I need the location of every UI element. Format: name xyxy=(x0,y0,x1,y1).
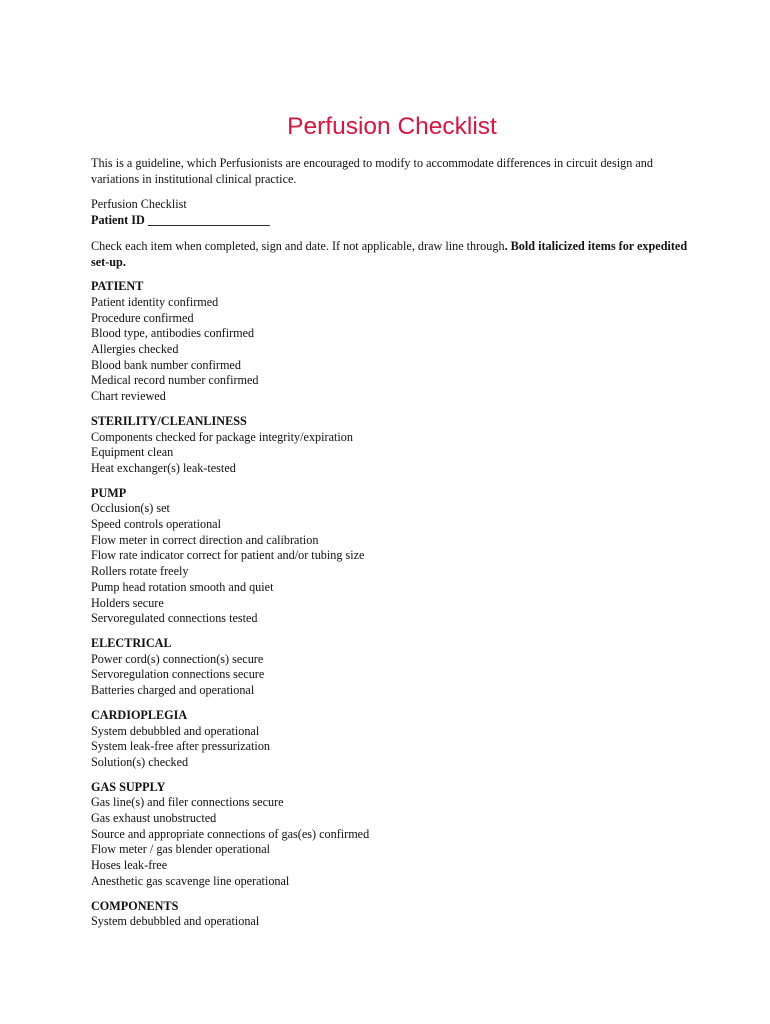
section-heading: PUMP xyxy=(91,485,127,500)
section-heading: PATIENT xyxy=(91,279,144,294)
instructions-bold-text: . Bold italicized items for expedited set-up. xyxy=(91,238,688,269)
checklist-item: Blood bank number confirmed xyxy=(91,357,241,372)
checklist-item: System debubbled and operational xyxy=(91,914,260,929)
checklist-item: Source and appropriate connections of gas(es) confirmed xyxy=(91,826,370,841)
checklist-item: Gas line(s) and filer connections secure xyxy=(91,795,284,810)
instructions-paragraph xyxy=(91,239,691,270)
document-content xyxy=(91,112,691,939)
checklist-item: Procedure confirmed xyxy=(91,310,194,325)
checklist-item: Flow rate indicator correct for patient and/or tubing size xyxy=(91,548,365,563)
document-title: Perfusion Checklist xyxy=(287,113,497,140)
checklist-item: Components checked for package integrity/expiration xyxy=(91,429,353,444)
patient-block xyxy=(91,197,691,228)
checklist-item: Servoregulated connections tested xyxy=(91,611,258,626)
checklist-item: System leak-free after pressurization xyxy=(91,739,271,754)
checklist-item: Speed controls operational xyxy=(91,517,221,532)
checklist-item: Medical record number confirmed xyxy=(91,373,259,388)
section-heading: GAS SUPPLY xyxy=(91,779,166,794)
checklist-section xyxy=(91,899,691,930)
checklist-item: Chart reviewed xyxy=(91,389,166,404)
section-heading: CARDIOPLEGIA xyxy=(91,707,188,722)
checklist-item: Anesthetic gas scavenge line operational xyxy=(91,873,290,888)
checklist-section xyxy=(91,636,691,699)
checklist-item: Gas exhaust unobstructed xyxy=(91,811,217,826)
checklist-section xyxy=(91,279,691,405)
checklist-item: Equipment clean xyxy=(91,445,174,460)
intro-paragraph: This is a guideline, which Perfusionists are encouraged to modify to accommodate differences in circuit design and variations in institutional clinical practice. xyxy=(91,156,653,186)
checklist-item: Blood type, antibodies confirmed xyxy=(91,326,255,341)
checklist-item: System debubbled and operational xyxy=(91,723,260,738)
checklist-item: Rollers rotate freely xyxy=(91,564,189,579)
checklist-item: Heat exchanger(s) leak-tested xyxy=(91,460,236,475)
checklist-section xyxy=(91,708,691,771)
checklist-item: Allergies checked xyxy=(91,342,179,357)
section-heading: STERILITY/CLEANLINESS xyxy=(91,413,247,428)
checklist-item: Patient identity confirmed xyxy=(91,294,219,309)
checklist-item: Batteries charged and operational xyxy=(91,683,255,698)
checklist-item: Flow meter in correct direction and calibration xyxy=(91,532,319,547)
checklist-section xyxy=(91,486,691,627)
checklist-item: Hoses leak-free xyxy=(91,858,168,873)
section-heading: COMPONENTS xyxy=(91,898,179,913)
instructions-text: Check each item when completed, sign and date. If not applicable, draw line through xyxy=(91,238,505,253)
checklist-item: Flow meter / gas blender operational xyxy=(91,842,271,857)
checklist-item: Power cord(s) connection(s) secure xyxy=(91,651,264,666)
checklist-item: Holders secure xyxy=(91,595,164,610)
checklist-item: Servoregulation connections secure xyxy=(91,667,265,682)
section-heading: ELECTRICAL xyxy=(91,635,172,650)
checklist-item: Occlusion(s) set xyxy=(91,501,170,516)
checklist-item: Pump head rotation smooth and quiet xyxy=(91,579,274,594)
checklist-section xyxy=(91,414,691,477)
checklist-section xyxy=(91,780,691,890)
patient-id-field: Patient ID ____________________ xyxy=(91,213,270,228)
checklist-item: Solution(s) checked xyxy=(91,754,189,769)
checklist-sections xyxy=(91,279,691,930)
checklist-subtitle: Perfusion Checklist xyxy=(91,197,187,212)
